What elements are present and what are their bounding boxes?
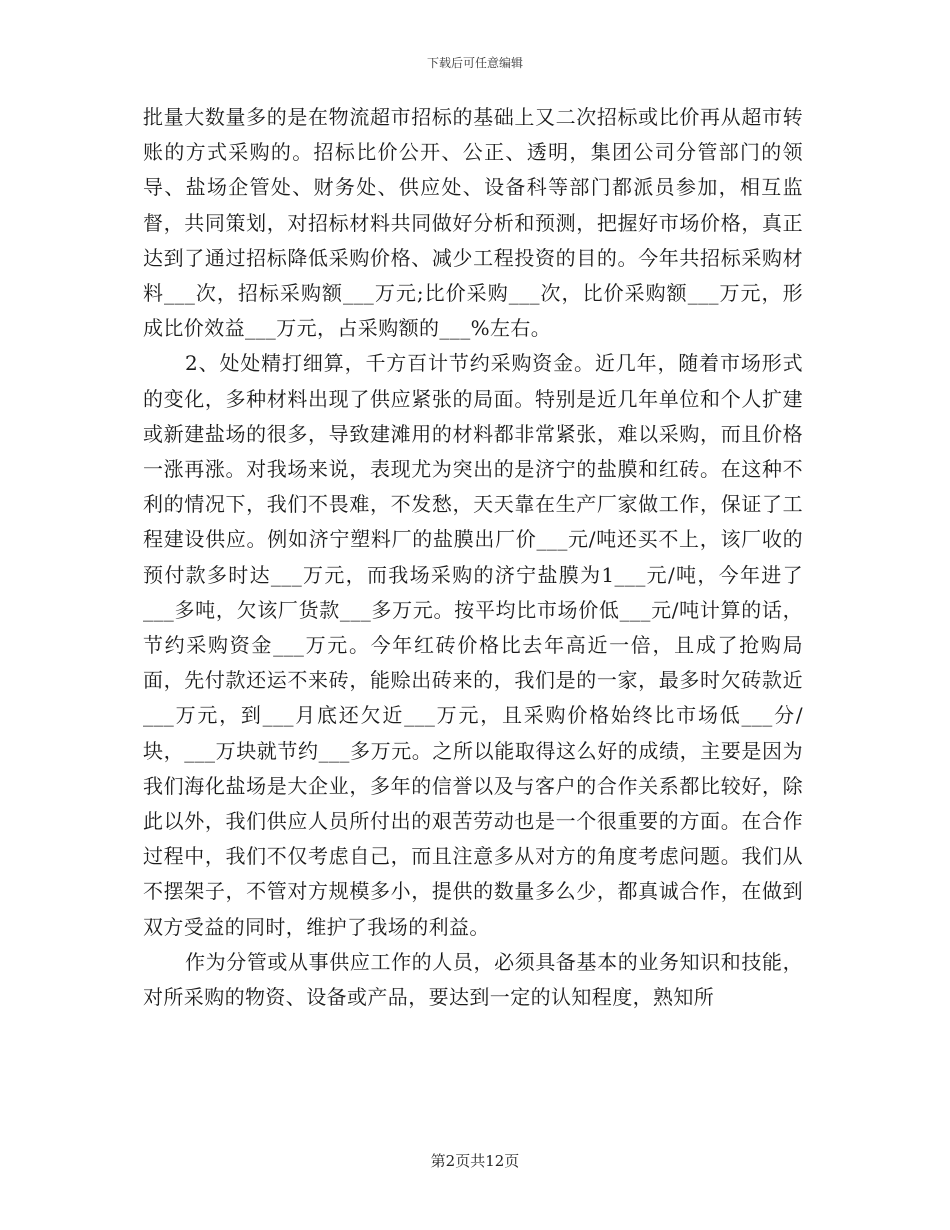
paragraph-staff-requirements: 作为分管或从事供应工作的人员，必须具备基本的业务知识和技能，对所采购的物资、设备或产品，要达到一定的认知程度，熟知所 [143,949,803,1010]
page-footer: 第2页共12页 [430,1152,520,1170]
paragraph-continuation: 批量大数量多的是在物流超市招标的基础上又二次招标或比价再从超市转账的方式采购的。招标比价公开、公正、透明，集团公司分管部门的领导、盐场企管处、财务处、供应处、设备科等部门都派员参加，相互监督，共同策划，对招标材料共同做好分析和预测，把握好市场价格，真正达到了通过招标降低采购价格、减少工程投资的目的。今年共招标采购材料___次，招标采购额___万元;比价采购___次，比价采购额___万元，形成比价效益___万元，占采购额的___%左右。 [143,105,803,341]
paragraph-section-2: 2、处处精打细算，千方百计节约采购资金。近几年，随着市场形式的变化，多种材料出现了供应紧张的局面。特别是近几年单位和个人扩建或新建盐场的很多，导致建滩用的材料都非常紧张，难以采购，而且价格一涨再涨。对我场来说，表现尤为突出的是济宁的盐膜和红砖。在这种不利的情况下，我们不畏难，不发愁，天天靠在生产厂家做工作，保证了工程建设供应。例如济宁塑料厂的盐膜出厂价___元/吨还买不上，该厂收的预付款多时达___万元，而我场采购的济宁盐膜为1___元/吨，今年进了___多吨，欠该厂货款___多万元。按平均比市场价低___元/吨计算的话，节约采购资金___万元。今年红砖价格比去年高近一倍，且成了抢购局面，先付款还运不来砖，能赊出砖来的，我们是的一家，最多时欠砖款近___万元，到___月底还欠近___万元，且采购价格始终比市场低___分/块，___万块就节约___多万元。之所以能取得这么好的成绩，主要是因为我们海化盐场是大企业，多年的信誉以及与客户的合作关系都比较好，除此以外，我们供应人员所付出的艰苦劳动也是一个很重要的方面。在合作过程中，我们不仅考虑自己，而且注意多从对方的角度考虑问题。我们从不摆架子，不管对方规模多小，提供的数量多么少，都真诚合作，在做到双方受益的同时，维护了我场的利益。 [143,351,803,939]
page-header: 下载后可任意编辑 [426,56,523,70]
document-body [143,100,803,1015]
